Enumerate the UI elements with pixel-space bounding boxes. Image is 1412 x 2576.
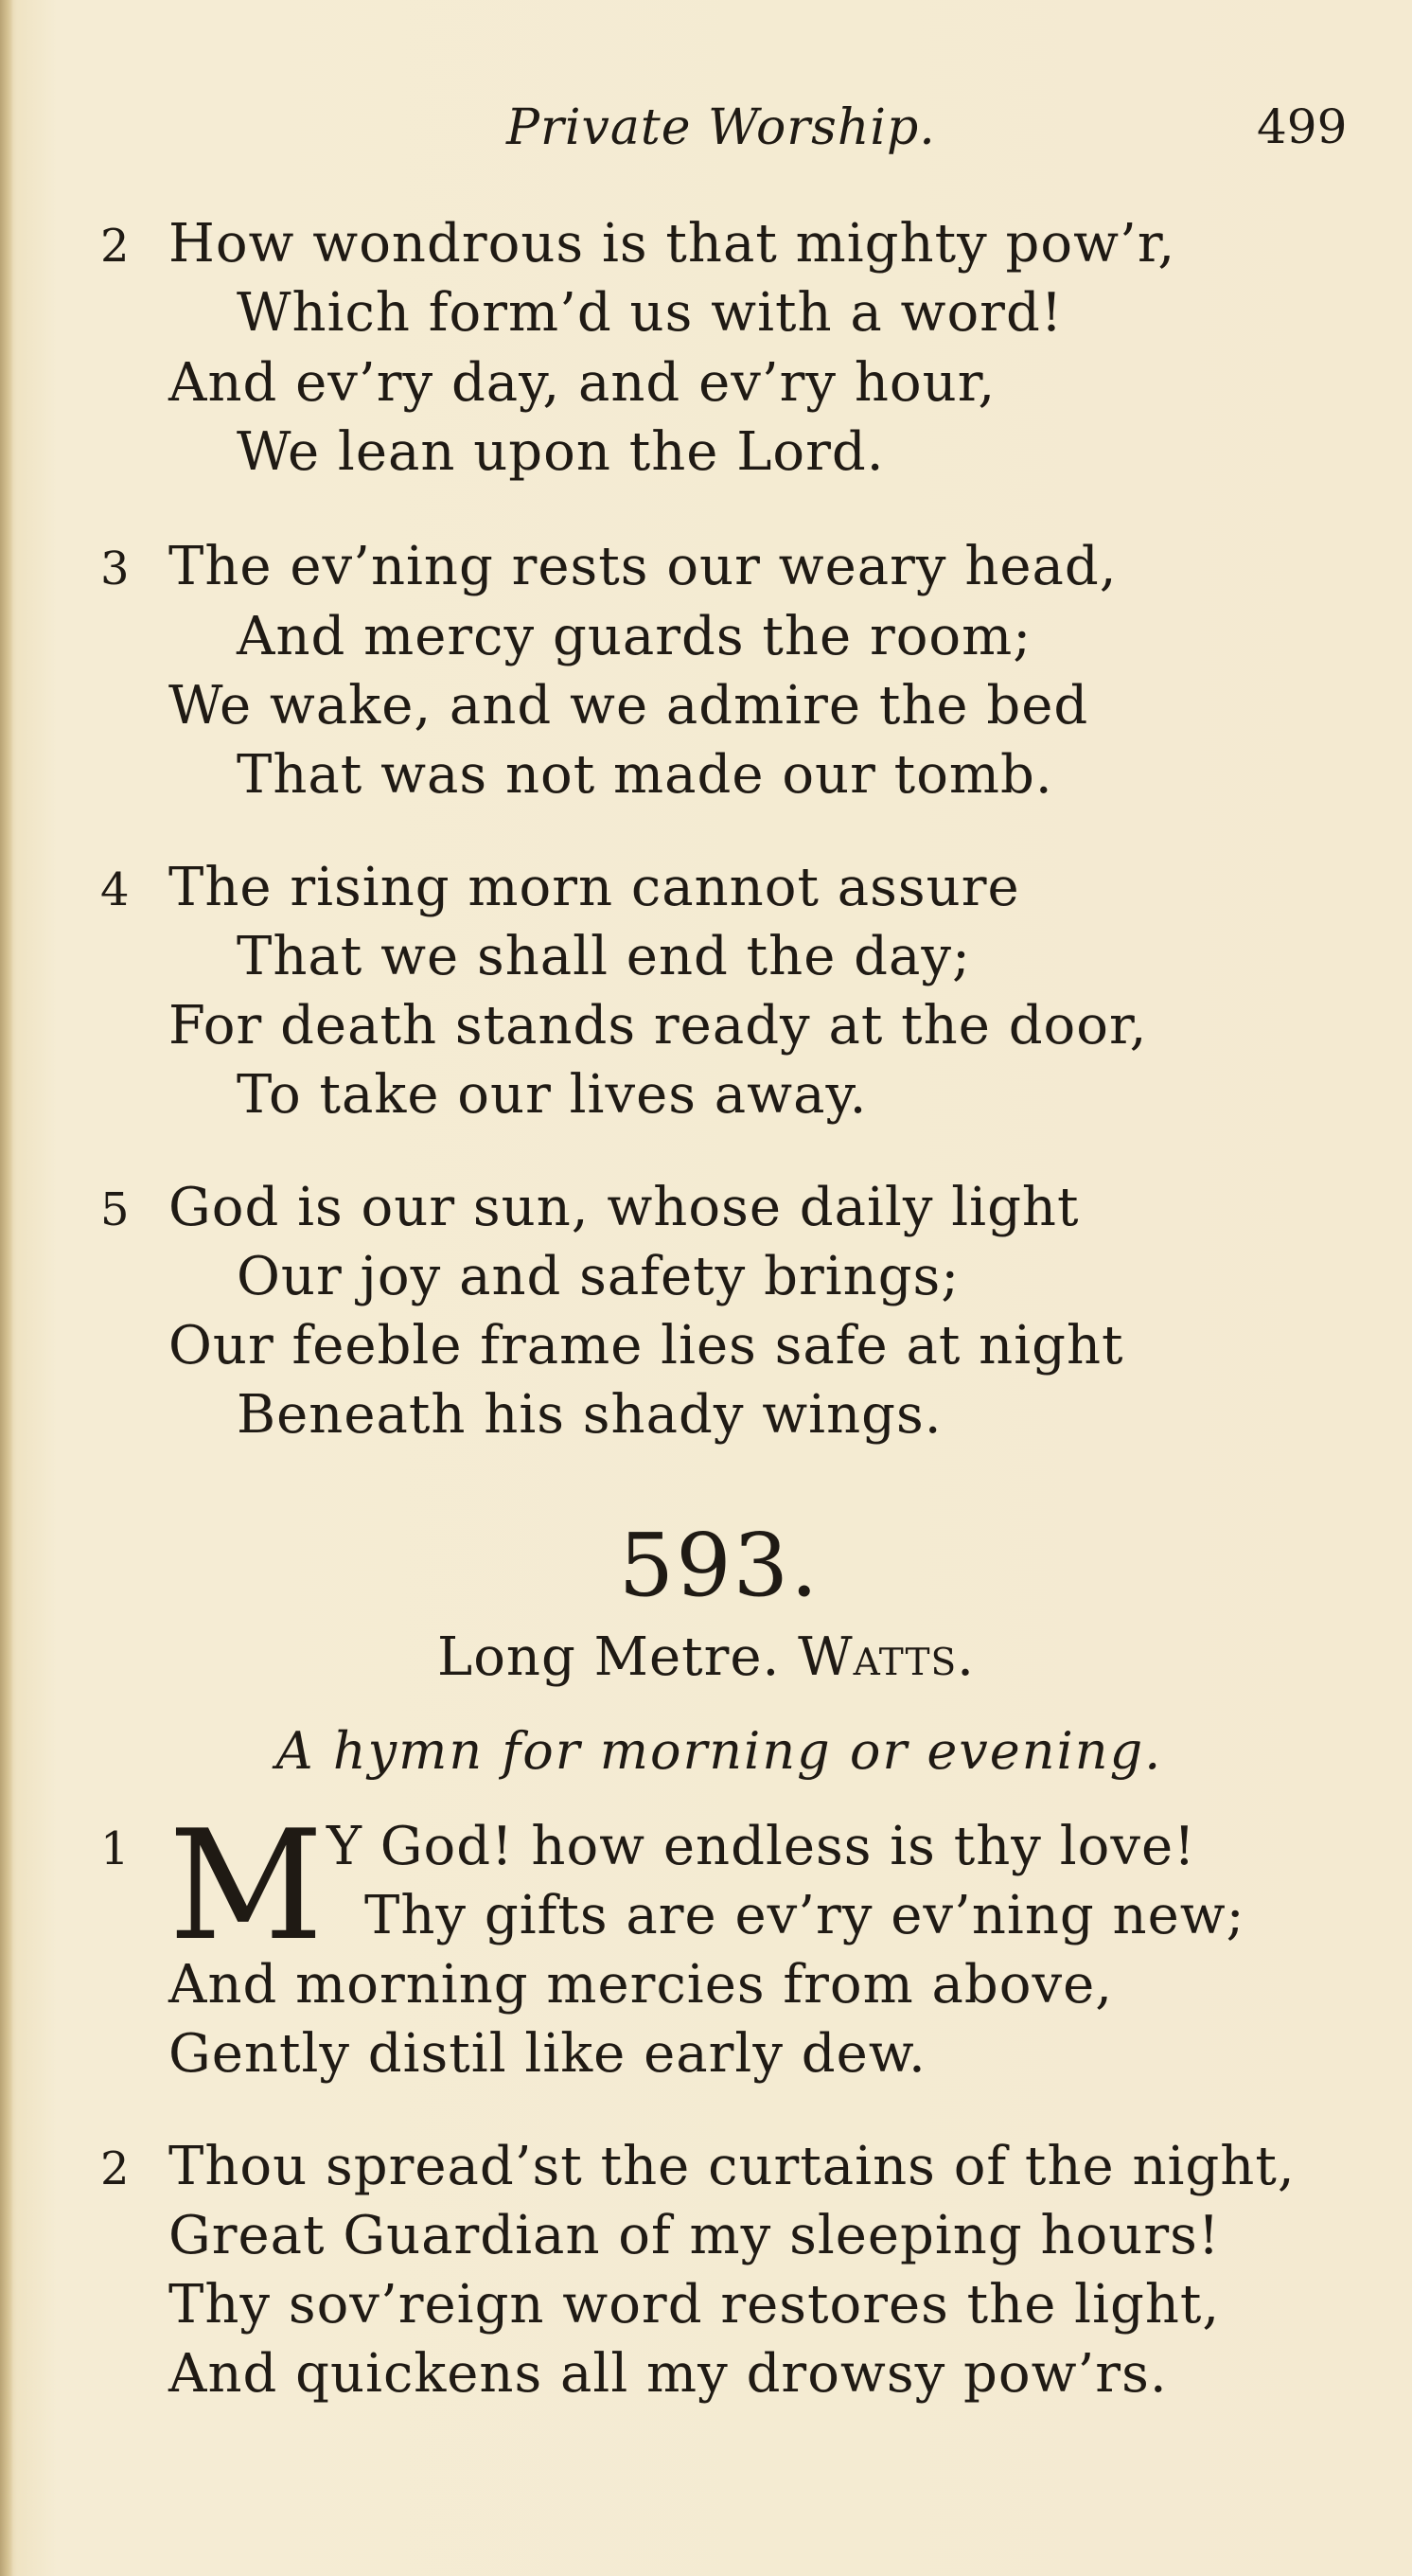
hymn-number: 593.: [618, 1515, 821, 1616]
page-number: 499: [1257, 99, 1348, 154]
verse-line: Beneath his shady wings.: [237, 1384, 943, 1446]
verse-line: That we shall end the day;: [237, 926, 971, 987]
verse-line: Y God! how endless is thy love!: [327, 1816, 1196, 1877]
verse-line: And quickens all my drowsy pow’rs.: [168, 2343, 1168, 2405]
verse-line: For death stands ready at the door,: [168, 995, 1148, 1057]
verse-line: To take our lives away.: [237, 1064, 868, 1126]
verse-line: Thy gifts are ev’ry ev’ning new;: [364, 1885, 1245, 1946]
verse-line: God is our sun, whose daily light: [168, 1177, 1080, 1238]
verse-line: We wake, and we admire the bed: [168, 675, 1089, 737]
drop-cap: M: [168, 1797, 324, 1974]
verse-line: How wondrous is that mighty pow’r,: [168, 213, 1176, 275]
verse-line: The ev’ning rests our weary head,: [168, 536, 1118, 597]
verse-line: That was not made our tomb.: [237, 744, 1053, 806]
stanza-number: 1: [100, 1822, 131, 1875]
stanza-number: 2: [100, 220, 131, 273]
verse-line: Great Guardian of my sleeping hours!: [168, 2205, 1221, 2266]
verse-line: Our feeble frame lies safe at night: [168, 1315, 1124, 1377]
hymn-author: Watts.: [798, 1626, 975, 1688]
stanza-number: 2: [100, 2142, 131, 2195]
verse-line: Gently distil like early dew.: [168, 2023, 927, 2085]
stanza-number: 5: [100, 1183, 131, 1236]
running-head: [0, 99, 1412, 175]
verse-line: The rising morn cannot assure: [168, 857, 1020, 918]
stanza-number: 4: [100, 863, 131, 916]
verse-line: And mercy guards the room;: [237, 606, 1033, 667]
page-binding-edge: [0, 0, 13, 2576]
verse-line: Our joy and safety brings;: [237, 1246, 961, 1307]
verse-line: Thy sov’reign word restores the light,: [168, 2274, 1221, 2336]
verse-line: Which form’d us with a word!: [237, 282, 1064, 344]
running-title: Private Worship.: [506, 99, 936, 156]
verse-line: And ev’ry day, and ev’ry hour,: [168, 352, 997, 414]
hymn-subtitle: A hymn for morning or evening.: [275, 1721, 1163, 1781]
verse-line: We lean upon the Lord.: [237, 421, 885, 483]
verse-line: And morning mercies from above,: [168, 1954, 1114, 2016]
stanza-number: 3: [100, 542, 131, 595]
metre-label: Long Metre.: [437, 1626, 781, 1688]
verse-line: Thou spread’st the curtains of the night,: [168, 2136, 1296, 2197]
metre-line: [0, 1626, 1412, 1688]
